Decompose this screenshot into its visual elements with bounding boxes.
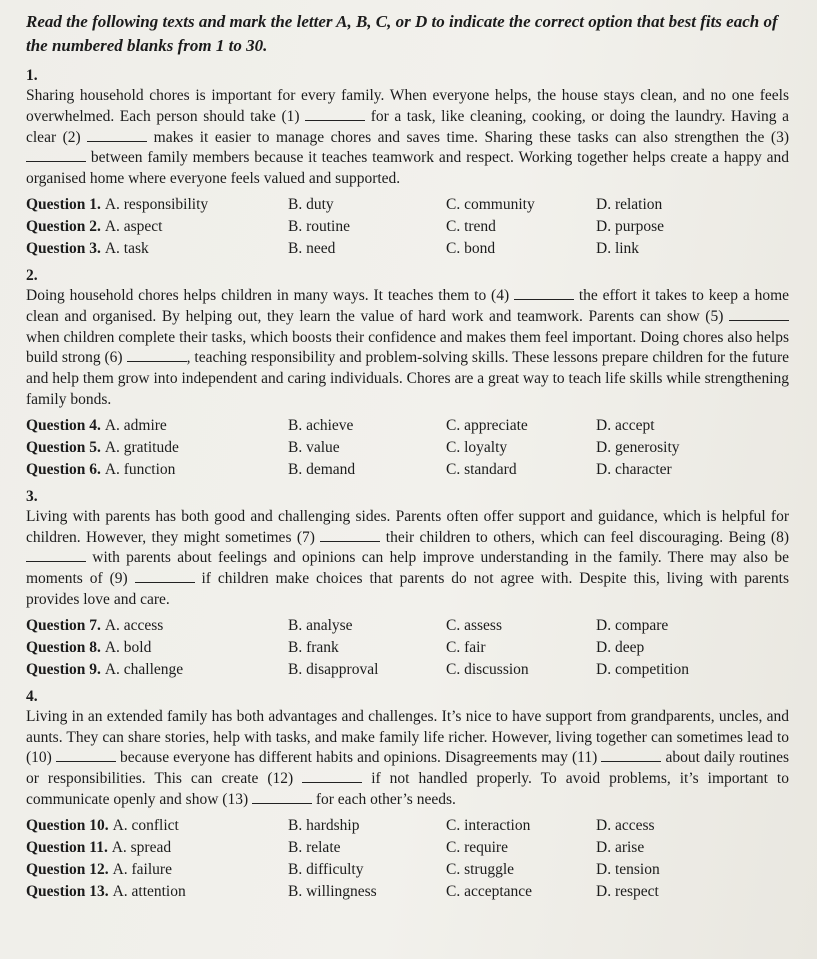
- option-a[interactable]: A. spread: [111, 838, 172, 856]
- question-row: [26, 615, 786, 637]
- option-a[interactable]: A. attention: [112, 882, 186, 900]
- question-label: Question 11.: [26, 838, 108, 856]
- question-label: Question 6.: [26, 460, 101, 478]
- option-a[interactable]: A. task: [104, 239, 149, 257]
- blank-7: [320, 529, 380, 542]
- section-3: [26, 487, 789, 681]
- option-d[interactable]: D. tension: [596, 860, 660, 878]
- option-d[interactable]: D. respect: [596, 882, 659, 900]
- option-a[interactable]: A. challenge: [104, 660, 184, 678]
- question-row: [26, 216, 786, 238]
- option-d[interactable]: D. deep: [596, 638, 645, 656]
- option-b[interactable]: B. difficulty: [288, 860, 364, 878]
- section-number: 2.: [26, 266, 38, 284]
- question-label: Question 10.: [26, 816, 109, 834]
- question-row: [26, 238, 786, 260]
- option-b[interactable]: B. relate: [288, 838, 341, 856]
- option-d[interactable]: D. access: [596, 816, 655, 834]
- passage: Doing household chores helps children in many ways. It teaches them to (4) the effort it takes to keep a home clean and organised. By helping out, they learn the value of hard work and teamwork. Parents can show (5) when children complete their tasks, which boosts their confidence and makes them feel important. Doing chores also helps build strong (6) , teaching responsibility and problem-solving skills. These lessons prepare children for the future and help them grow into independent and caring individuals. Chores are a great way to teach life skills while strengthening family bonds.: [26, 286, 790, 408]
- passage: Living in an extended family has both advantages and challenges. It’s nice to have support from grandparents, uncles, and aunts. They can share stories, help with tasks, and make family life richer. However, living together can sometimes lead to (10) because everyone has different habits and opinions. Disagreements may (11) about daily routines or responsibilities. This can create (12) if not handled properly. To avoid problems, it’s important to communicate openly and show (13) for each other’s needs.: [26, 707, 790, 808]
- question-label: Question 13.: [26, 882, 109, 900]
- section-1: [26, 66, 789, 260]
- option-d[interactable]: D. compare: [596, 616, 669, 634]
- option-b[interactable]: B. value: [288, 438, 340, 456]
- option-a[interactable]: A. aspect: [104, 217, 163, 235]
- option-c[interactable]: C. appreciate: [446, 416, 528, 434]
- question-label: Question 2.: [26, 217, 101, 235]
- option-d[interactable]: D. relation: [596, 195, 663, 213]
- option-d[interactable]: D. arise: [596, 838, 645, 856]
- option-d[interactable]: D. generosity: [596, 438, 680, 456]
- option-b[interactable]: B. hardship: [288, 816, 360, 834]
- option-d[interactable]: D. link: [596, 239, 640, 257]
- option-b[interactable]: B. need: [288, 239, 336, 257]
- question-label: Question 1.: [26, 195, 101, 213]
- question-row: [26, 415, 786, 437]
- option-c[interactable]: C. standard: [446, 460, 517, 478]
- option-b[interactable]: B. duty: [288, 195, 334, 213]
- option-c[interactable]: C. bond: [446, 239, 496, 257]
- question-label: Question 7.: [26, 616, 101, 634]
- option-a[interactable]: A. gratitude: [104, 438, 179, 456]
- section-number: 1.: [26, 67, 38, 84]
- option-a[interactable]: A. failure: [112, 860, 172, 878]
- options-table: [26, 415, 786, 481]
- question-label: Question 9.: [26, 660, 101, 678]
- instructions: Read the following texts and mark the letter A, B, C, or D to indicate the correct option that best fits each of the numbered blanks from 1 to 30.: [26, 12, 778, 55]
- option-d[interactable]: D. character: [596, 460, 672, 478]
- blank-12: [302, 770, 362, 783]
- question-label: Question 12.: [26, 860, 109, 878]
- option-a[interactable]: A. function: [104, 460, 176, 478]
- option-b[interactable]: B. disapproval: [288, 660, 379, 678]
- question-label: Question 8.: [26, 638, 101, 656]
- question-row: [26, 659, 786, 681]
- blank-13: [252, 791, 312, 804]
- question-row: [26, 815, 786, 837]
- question-row: [26, 459, 786, 481]
- passage: Sharing household chores is important for every family. When everyone helps, the house stays clean, and no one feels overwhelmed. Each person should take (1) for a task, like cleaning, cooking, or doing the laundry. Having a clear (2) makes it easier to manage chores and saves time. Sharing these tasks can also strengthen the (3) between family members because it teaches teamwork and respect. Working together helps create a happy and organised home where everyone feels valued and supported.: [26, 87, 789, 188]
- blank-1: [305, 108, 365, 121]
- question-row: [26, 881, 786, 903]
- option-d[interactable]: D. competition: [596, 660, 689, 678]
- question-label: Question 3.: [26, 239, 101, 257]
- option-b[interactable]: B. willingness: [288, 882, 377, 900]
- option-b[interactable]: B. frank: [288, 638, 339, 656]
- option-c[interactable]: C. fair: [446, 638, 486, 656]
- option-a[interactable]: A. access: [104, 616, 164, 634]
- option-b[interactable]: B. analyse: [288, 616, 353, 634]
- option-c[interactable]: C. discussion: [446, 660, 529, 678]
- question-row: [26, 637, 786, 659]
- blank-5: [729, 308, 789, 321]
- options-table: [26, 615, 786, 681]
- blank-9: [135, 570, 195, 583]
- option-b[interactable]: B. achieve: [288, 416, 354, 434]
- option-c[interactable]: C. struggle: [446, 860, 515, 878]
- blank-2: [87, 129, 147, 142]
- option-b[interactable]: B. routine: [288, 217, 350, 235]
- option-a[interactable]: A. admire: [104, 416, 167, 434]
- blank-3: [26, 149, 86, 162]
- section-number: 3.: [26, 487, 38, 505]
- option-c[interactable]: C. loyalty: [446, 438, 508, 456]
- option-c[interactable]: C. interaction: [446, 816, 531, 834]
- option-c[interactable]: C. acceptance: [446, 882, 533, 900]
- section-4: [26, 687, 789, 903]
- section-number: 4.: [26, 687, 38, 705]
- options-table: [26, 815, 786, 903]
- option-c[interactable]: C. require: [446, 838, 508, 856]
- question-row: [26, 437, 786, 459]
- option-b[interactable]: B. demand: [288, 460, 356, 478]
- options-table: [26, 194, 786, 260]
- option-d[interactable]: D. purpose: [596, 217, 665, 235]
- option-a[interactable]: A. bold: [104, 638, 152, 656]
- blank-8: [26, 549, 86, 562]
- question-row: [26, 859, 786, 881]
- option-c[interactable]: C. community: [446, 195, 535, 213]
- option-a[interactable]: A. conflict: [112, 816, 179, 834]
- blank-6: [127, 349, 187, 362]
- section-2: [26, 266, 789, 481]
- question-row: [26, 837, 786, 859]
- question-label: Question 5.: [26, 438, 101, 456]
- question-label: Question 4.: [26, 416, 101, 434]
- blank-11: [601, 749, 661, 762]
- question-row: [26, 194, 786, 216]
- option-a[interactable]: A. responsibility: [104, 195, 209, 213]
- option-c[interactable]: C. trend: [446, 217, 496, 235]
- option-c[interactable]: C. assess: [446, 616, 502, 634]
- passage: Living with parents has both good and challenging sides. Parents often offer support and guidance, which is helpful for children. However, they might sometimes (7) their children to others, which can feel discouraging. Being (8) with parents about feelings and opinions can help improve understanding in the family. There may also be moments of (9) if children make choices that parents do not agree with. Despite this, living with parents provides love and care.: [26, 507, 790, 608]
- blank-4: [514, 287, 574, 300]
- option-d[interactable]: D. accept: [596, 416, 655, 434]
- blank-10: [56, 749, 116, 762]
